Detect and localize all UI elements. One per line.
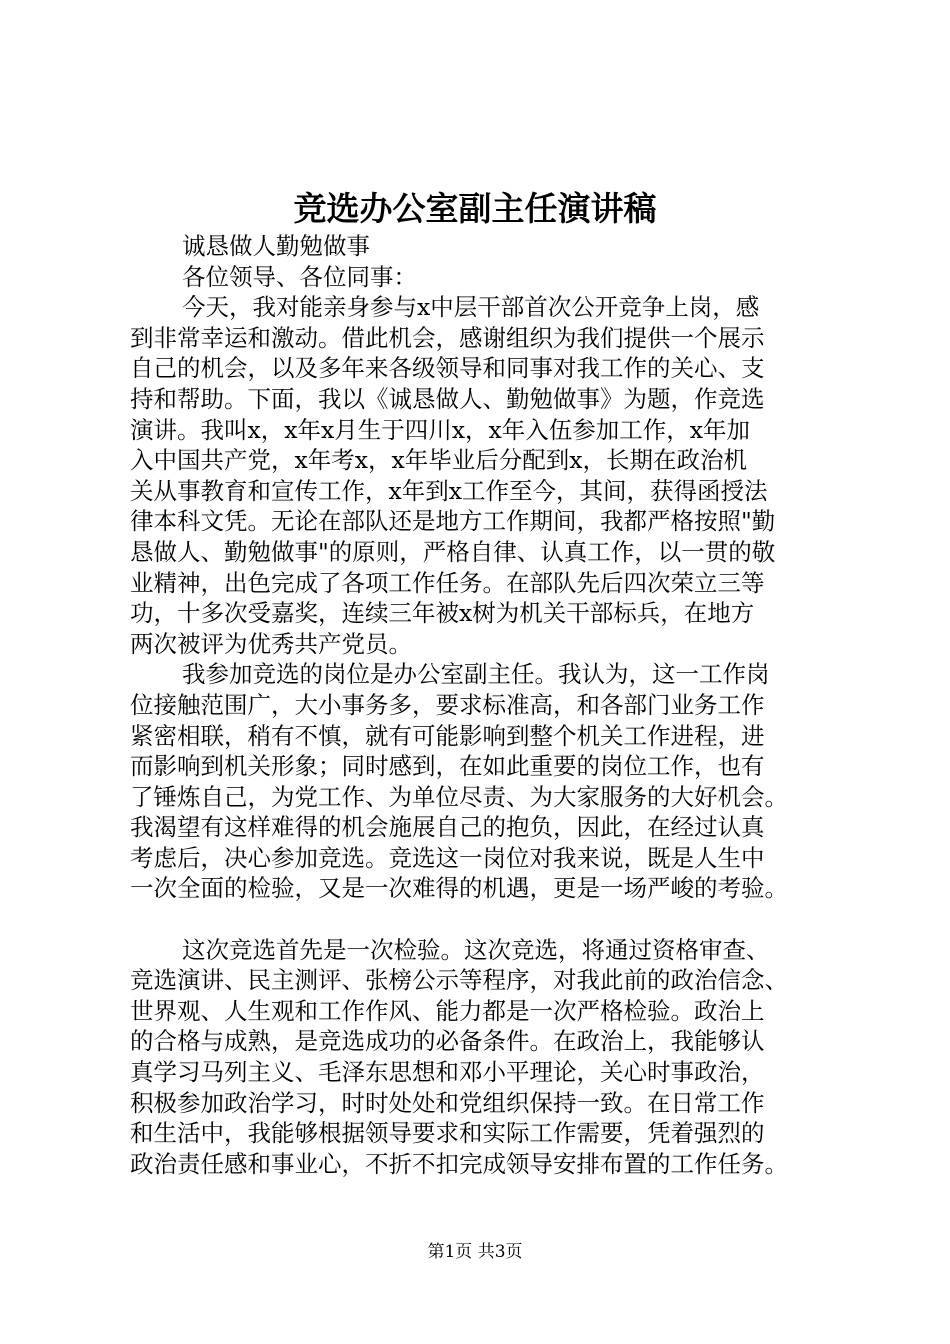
- paragraph-line: 到非常幸运和激动。借此机会，感谢组织为我们提供一个展示: [130, 323, 765, 352]
- paragraph-line: 我参加竞选的岗位是办公室副主任。我认为，这一工作岗: [182, 660, 770, 689]
- paragraph-line: 关从事教育和宣传工作，x年到x工作至今，其间，获得函授法: [130, 476, 768, 505]
- subtitle: 诚恳做人勤勉做事: [182, 232, 370, 260]
- salutation: 各位领导、各位同事：: [182, 262, 417, 291]
- paragraph-line: 一次全面的检验，又是一次难得的机遇，更是一场严峻的考验。: [130, 874, 788, 903]
- paragraph-line: 紧密相联，稍有不慎，就有可能影响到整个机关工作进程，进: [130, 721, 765, 750]
- paragraph-gap: [130, 904, 842, 935]
- paragraph-line: 我渴望有这样难得的机会施展自己的抱负，因此，在经过认真: [130, 813, 765, 842]
- document-body: [130, 231, 842, 1179]
- paragraph-3: [130, 935, 842, 1180]
- paragraph-line: 持和帮助。下面，我以《诚恳做人、勤勉做事》为题，作竞选: [130, 384, 765, 413]
- paragraph-line: 两次被评为优秀共产党员。: [130, 629, 412, 658]
- paragraph-line: 而影响到机关形象；同时感到，在如此重要的岗位工作，也有: [130, 752, 765, 781]
- paragraph-line: 今天，我对能亲身参与x中层干部首次公开竞争上岗，感: [182, 293, 760, 322]
- paragraph-line: 和生活中，我能够根据领导要求和实际工作需要，凭着强烈的: [130, 1119, 765, 1148]
- paragraph-line: 考虑后，决心参加竞选。竞选这一岗位对我来说，既是人生中: [130, 843, 765, 872]
- paragraph-line: 世界观、人生观和工作作风、能力都是一次严格检验。政治上: [130, 996, 765, 1025]
- paragraph-line: 演讲。我叫x，x年x月生于四川x，x年入伍参加工作，x年加: [130, 415, 751, 444]
- paragraph-line: 真学习马列主义、毛泽东思想和邓小平理论，关心时事政治，: [130, 1058, 765, 1087]
- paragraph-line: 位接触范围广，大小事务多，要求标准高，和各部门业务工作: [130, 690, 765, 719]
- paragraph-line: 的合格与成熟，是竞选成功的必备条件。在政治上，我能够认: [130, 1027, 765, 1056]
- paragraph-line: 这次竞选首先是一次检验。这次竞选，将通过资格审查、: [182, 935, 770, 964]
- paragraph-line: 律本科文凭。无论在部队还是地方工作期间，我都严格按照"勤: [130, 507, 776, 536]
- paragraph-line: 恳做人、勤勉做事"的原则，严格自律、认真工作，以一贯的敬: [130, 537, 776, 566]
- page-footer: 第1页 共3页: [427, 1242, 523, 1262]
- paragraph-line: 入中国共产党，x年考x，x年毕业后分配到x，长期在政治机: [130, 446, 748, 475]
- paragraph-line: 自己的机会，以及多年来各级领导和同事对我工作的关心、支: [130, 354, 765, 383]
- paragraph-line: 了锤炼自己，为党工作、为单位尽责、为大家服务的大好机会。: [130, 782, 788, 811]
- paragraph-line: 积极参加政治学习，时时处处和党组织保持一致。在日常工作: [130, 1088, 765, 1117]
- paragraph-line: 功，十多次受嘉奖，连续三年被x树为机关干部标兵，在地方: [130, 599, 755, 628]
- paragraph-1: [130, 292, 842, 659]
- paragraph-2: [130, 659, 842, 904]
- paragraph-line: 政治责任感和事业心，不折不扣完成领导安排布置的工作任务。: [130, 1149, 788, 1178]
- paragraph-line: 竞选演讲、民主测评、张榜公示等程序，对我此前的政治信念、: [130, 966, 788, 995]
- paragraph-line: 业精神，出色完成了各项工作任务。在部队先后四次荣立三等: [130, 568, 765, 597]
- document-title: 竞选办公室副主任演讲稿: [293, 189, 657, 228]
